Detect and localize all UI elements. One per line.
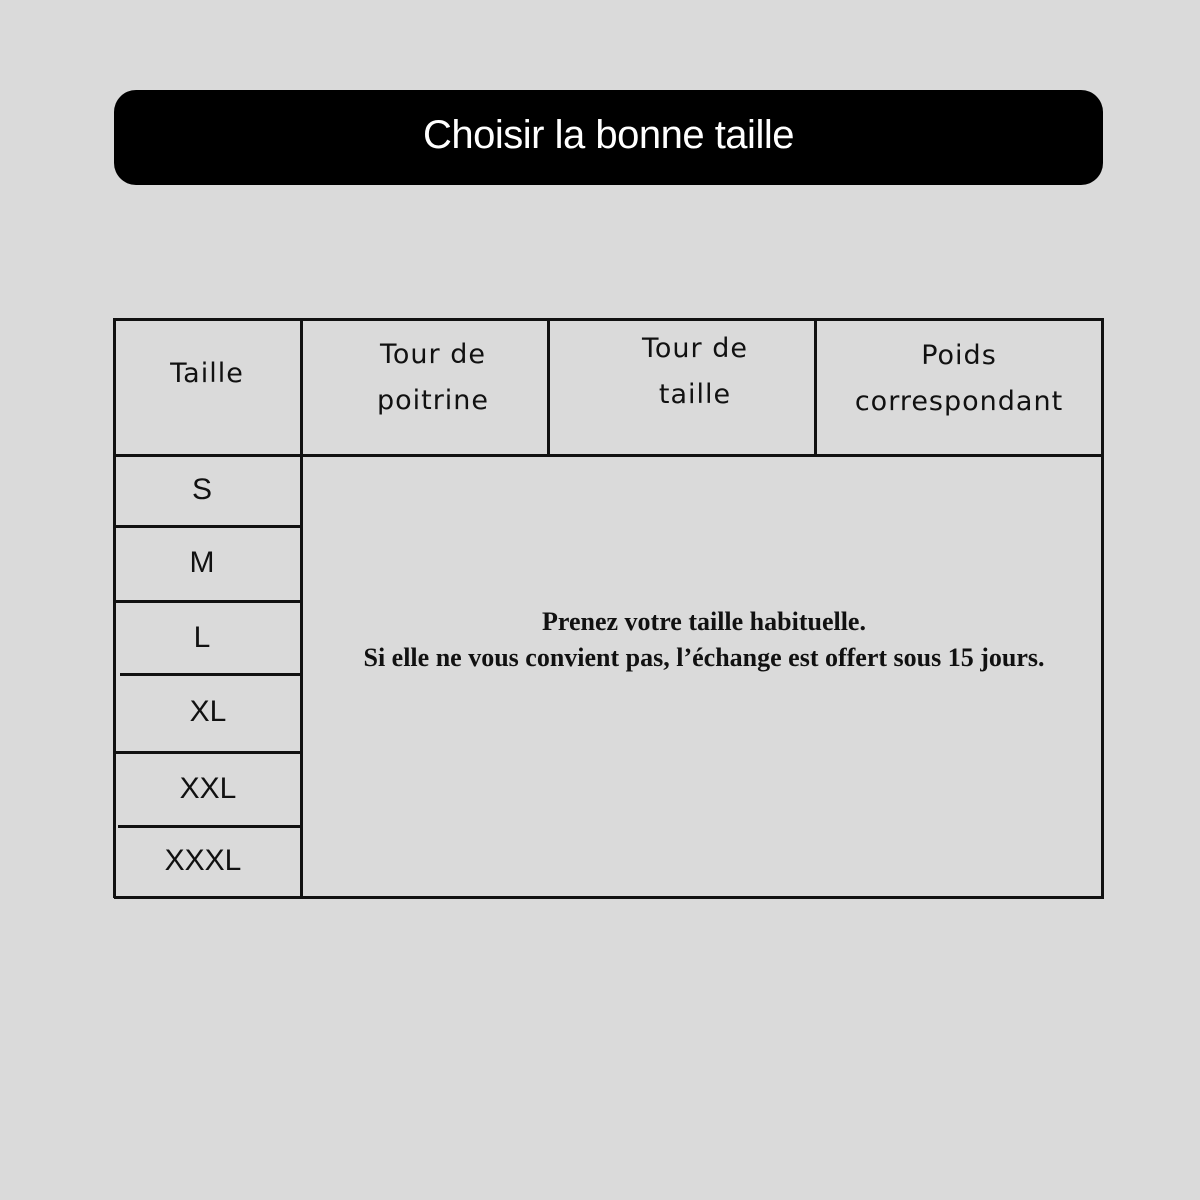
header-taille: Taille [170, 358, 244, 389]
title-banner [114, 90, 1103, 185]
size-m: M [189, 546, 215, 579]
header-tour-de-taille: Tour de taille [642, 333, 748, 410]
size-xl: XL [189, 695, 227, 728]
page-title: Choisir la bonne taille [423, 113, 794, 157]
size-s: S [191, 473, 212, 506]
header-poids-correspondant: Poids correspondant [854, 340, 1064, 417]
size-xxl: XXL [179, 772, 237, 805]
header-tour-de-poitrine: Tour de poitrine [376, 339, 490, 416]
size-advice-note: Prenez votre taille habituelle. Si elle ne vous convient pas, l’échange est offert sous 15 jours. [363, 607, 1045, 672]
table-border-bottom [114, 896, 1104, 899]
size-l: L [193, 621, 211, 654]
size-xxxl: XXXL [164, 844, 242, 877]
